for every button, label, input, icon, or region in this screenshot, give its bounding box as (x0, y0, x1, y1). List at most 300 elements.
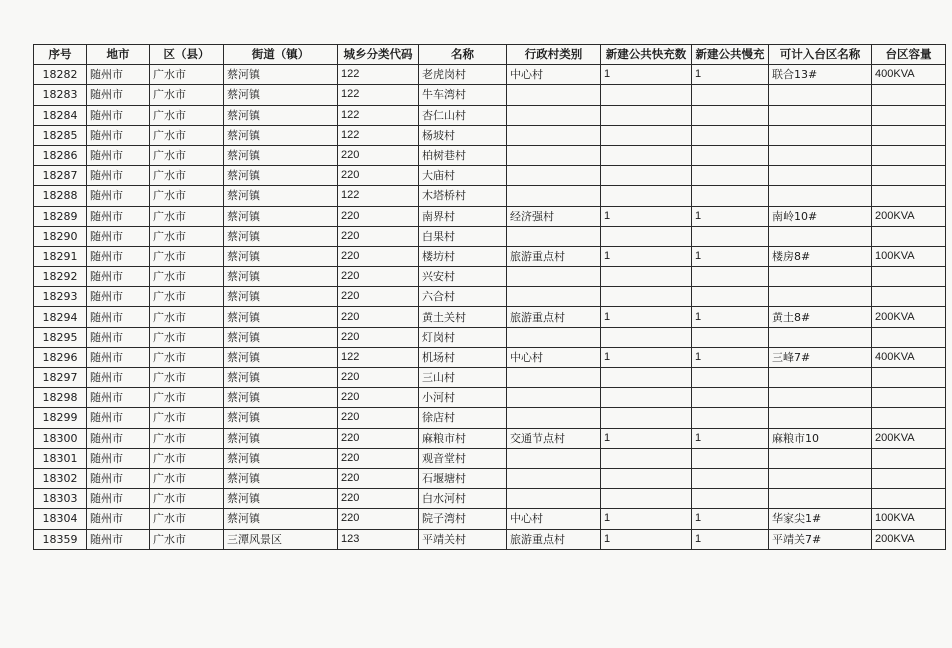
village-name-cell: 院子湾村 (419, 509, 507, 529)
slow-charger-cell (692, 267, 769, 287)
city-cell: 随州市 (87, 468, 150, 488)
county-cell: 广水市 (150, 489, 224, 509)
table-row (34, 206, 946, 226)
city-cell: 随州市 (87, 327, 150, 347)
city-cell: 随州市 (87, 226, 150, 246)
town-cell: 蔡河镇 (224, 105, 338, 125)
county-cell: 广水市 (150, 267, 224, 287)
village-name-cell: 平靖关村 (419, 529, 507, 549)
town-cell: 蔡河镇 (224, 388, 338, 408)
code-cell: 220 (338, 246, 419, 266)
county-cell: 广水市 (150, 448, 224, 468)
fast-charger-cell: 1 (601, 428, 692, 448)
serial-cell: 18284 (34, 105, 87, 125)
village-name-cell: 徐店村 (419, 408, 507, 428)
fast-charger-cell (601, 448, 692, 468)
capacity-cell: 200KVA (872, 529, 946, 549)
fast-charger-cell: 1 (601, 65, 692, 85)
fast-charger-cell: 1 (601, 347, 692, 367)
capacity-cell (872, 125, 946, 145)
table-row (34, 267, 946, 287)
station-name-cell (769, 105, 872, 125)
table-row (34, 105, 946, 125)
city-cell: 随州市 (87, 65, 150, 85)
station-name-cell (769, 186, 872, 206)
fast-charger-cell (601, 105, 692, 125)
county-cell: 广水市 (150, 125, 224, 145)
header-slow-charger: 新建公共慢充 (692, 45, 769, 65)
table-row (34, 347, 946, 367)
city-cell: 随州市 (87, 408, 150, 428)
code-cell: 122 (338, 347, 419, 367)
city-cell: 随州市 (87, 85, 150, 105)
table-header-row (34, 45, 946, 65)
fast-charger-cell (601, 489, 692, 509)
fast-charger-cell: 1 (601, 307, 692, 327)
fast-charger-cell: 1 (601, 529, 692, 549)
village-name-cell: 大庙村 (419, 166, 507, 186)
capacity-cell (872, 105, 946, 125)
city-cell: 随州市 (87, 287, 150, 307)
county-cell: 广水市 (150, 65, 224, 85)
capacity-cell: 100KVA (872, 509, 946, 529)
header-fast-charger: 新建公共快充数 (601, 45, 692, 65)
village-type-cell: 经济强村 (507, 206, 601, 226)
station-name-cell: 华家尖1# (769, 509, 872, 529)
village-name-cell: 木塔桥村 (419, 186, 507, 206)
village-type-cell: 旅游重点村 (507, 529, 601, 549)
serial-cell: 18289 (34, 206, 87, 226)
station-name-cell (769, 226, 872, 246)
town-cell: 蔡河镇 (224, 206, 338, 226)
serial-cell: 18283 (34, 85, 87, 105)
county-cell: 广水市 (150, 388, 224, 408)
station-name-cell (769, 145, 872, 165)
county-cell: 广水市 (150, 307, 224, 327)
slow-charger-cell (692, 226, 769, 246)
village-name-cell: 麻粮市村 (419, 428, 507, 448)
town-cell: 蔡河镇 (224, 408, 338, 428)
village-type-cell (507, 368, 601, 388)
fast-charger-cell: 1 (601, 246, 692, 266)
code-cell: 220 (338, 368, 419, 388)
village-type-cell (507, 166, 601, 186)
header-station-name: 可计入台区名称 (769, 45, 872, 65)
serial-cell: 18298 (34, 388, 87, 408)
village-name-cell: 柏树巷村 (419, 145, 507, 165)
table-row (34, 489, 946, 509)
code-cell: 122 (338, 186, 419, 206)
town-cell: 蔡河镇 (224, 226, 338, 246)
village-type-cell (507, 327, 601, 347)
town-cell: 蔡河镇 (224, 509, 338, 529)
capacity-cell: 200KVA (872, 206, 946, 226)
code-cell: 123 (338, 529, 419, 549)
charging-table (33, 44, 946, 550)
county-cell: 广水市 (150, 408, 224, 428)
code-cell: 122 (338, 125, 419, 145)
capacity-cell (872, 85, 946, 105)
village-name-cell: 白水河村 (419, 489, 507, 509)
city-cell: 随州市 (87, 267, 150, 287)
fast-charger-cell (601, 267, 692, 287)
slow-charger-cell: 1 (692, 347, 769, 367)
code-cell: 220 (338, 327, 419, 347)
capacity-cell: 400KVA (872, 347, 946, 367)
fast-charger-cell (601, 145, 692, 165)
header-code: 城乡分类代码 (338, 45, 419, 65)
town-cell: 三潭风景区 (224, 529, 338, 549)
table-row (34, 327, 946, 347)
header-capacity: 台区容量 (872, 45, 946, 65)
table-row (34, 287, 946, 307)
village-type-cell (507, 105, 601, 125)
town-cell: 蔡河镇 (224, 166, 338, 186)
county-cell: 广水市 (150, 529, 224, 549)
village-name-cell: 杏仁山村 (419, 105, 507, 125)
village-type-cell (507, 267, 601, 287)
serial-cell: 18286 (34, 145, 87, 165)
slow-charger-cell: 1 (692, 206, 769, 226)
town-cell: 蔡河镇 (224, 307, 338, 327)
slow-charger-cell (692, 368, 769, 388)
table-row (34, 368, 946, 388)
table-row (34, 468, 946, 488)
slow-charger-cell: 1 (692, 509, 769, 529)
village-type-cell (507, 145, 601, 165)
station-name-cell: 三峰7# (769, 347, 872, 367)
table-row (34, 448, 946, 468)
header-name: 名称 (419, 45, 507, 65)
village-name-cell: 石堰塘村 (419, 468, 507, 488)
slow-charger-cell (692, 287, 769, 307)
table-row (34, 166, 946, 186)
city-cell: 随州市 (87, 529, 150, 549)
village-type-cell (507, 226, 601, 246)
city-cell: 随州市 (87, 105, 150, 125)
capacity-cell: 200KVA (872, 307, 946, 327)
serial-cell: 18303 (34, 489, 87, 509)
village-name-cell: 兴安村 (419, 267, 507, 287)
village-name-cell: 老虎岗村 (419, 65, 507, 85)
village-type-cell (507, 388, 601, 408)
town-cell: 蔡河镇 (224, 186, 338, 206)
code-cell: 220 (338, 509, 419, 529)
serial-cell: 18299 (34, 408, 87, 428)
station-name-cell (769, 85, 872, 105)
village-name-cell: 楼坊村 (419, 246, 507, 266)
slow-charger-cell (692, 186, 769, 206)
town-cell: 蔡河镇 (224, 125, 338, 145)
slow-charger-cell (692, 145, 769, 165)
village-name-cell: 灯岗村 (419, 327, 507, 347)
table-row (34, 307, 946, 327)
station-name-cell: 楼房8# (769, 246, 872, 266)
capacity-cell (872, 287, 946, 307)
capacity-cell: 200KVA (872, 428, 946, 448)
county-cell: 广水市 (150, 327, 224, 347)
city-cell: 随州市 (87, 388, 150, 408)
code-cell: 220 (338, 267, 419, 287)
code-cell: 220 (338, 448, 419, 468)
serial-cell: 18300 (34, 428, 87, 448)
village-name-cell: 机场村 (419, 347, 507, 367)
village-type-cell: 旅游重点村 (507, 246, 601, 266)
capacity-cell: 400KVA (872, 65, 946, 85)
county-cell: 广水市 (150, 509, 224, 529)
village-name-cell: 杨坡村 (419, 125, 507, 145)
fast-charger-cell (601, 85, 692, 105)
code-cell: 220 (338, 206, 419, 226)
station-name-cell (769, 408, 872, 428)
fast-charger-cell: 1 (601, 206, 692, 226)
slow-charger-cell: 1 (692, 428, 769, 448)
code-cell: 122 (338, 65, 419, 85)
slow-charger-cell (692, 85, 769, 105)
capacity-cell (872, 145, 946, 165)
town-cell: 蔡河镇 (224, 85, 338, 105)
slow-charger-cell (692, 388, 769, 408)
village-type-cell (507, 186, 601, 206)
city-cell: 随州市 (87, 125, 150, 145)
station-name-cell (769, 125, 872, 145)
serial-cell: 18301 (34, 448, 87, 468)
fast-charger-cell (601, 408, 692, 428)
station-name-cell (769, 468, 872, 488)
village-name-cell: 牛车湾村 (419, 85, 507, 105)
code-cell: 220 (338, 307, 419, 327)
county-cell: 广水市 (150, 186, 224, 206)
serial-cell: 18295 (34, 327, 87, 347)
village-type-cell (507, 287, 601, 307)
village-type-cell (507, 468, 601, 488)
table-row (34, 125, 946, 145)
slow-charger-cell: 1 (692, 307, 769, 327)
station-name-cell (769, 388, 872, 408)
capacity-cell (872, 468, 946, 488)
table-row (34, 186, 946, 206)
village-type-cell: 中心村 (507, 65, 601, 85)
fast-charger-cell (601, 368, 692, 388)
county-cell: 广水市 (150, 347, 224, 367)
city-cell: 随州市 (87, 186, 150, 206)
county-cell: 广水市 (150, 428, 224, 448)
header-town: 街道（镇） (224, 45, 338, 65)
fast-charger-cell (601, 166, 692, 186)
table-row (34, 509, 946, 529)
station-name-cell (769, 489, 872, 509)
county-cell: 广水市 (150, 287, 224, 307)
capacity-cell (872, 448, 946, 468)
serial-cell: 18292 (34, 267, 87, 287)
fast-charger-cell: 1 (601, 509, 692, 529)
slow-charger-cell (692, 105, 769, 125)
village-type-cell: 交通节点村 (507, 428, 601, 448)
county-cell: 广水市 (150, 368, 224, 388)
table-row (34, 85, 946, 105)
serial-cell: 18304 (34, 509, 87, 529)
town-cell: 蔡河镇 (224, 145, 338, 165)
code-cell: 220 (338, 489, 419, 509)
town-cell: 蔡河镇 (224, 327, 338, 347)
table-row (34, 529, 946, 549)
station-name-cell: 平靖关7# (769, 529, 872, 549)
slow-charger-cell: 1 (692, 246, 769, 266)
serial-cell: 18359 (34, 529, 87, 549)
table-row (34, 145, 946, 165)
table-body (34, 65, 946, 550)
code-cell: 220 (338, 408, 419, 428)
serial-cell: 18296 (34, 347, 87, 367)
header-serial: 序号 (34, 45, 87, 65)
header-city: 地市 (87, 45, 150, 65)
city-cell: 随州市 (87, 448, 150, 468)
town-cell: 蔡河镇 (224, 287, 338, 307)
serial-cell: 18294 (34, 307, 87, 327)
capacity-cell (872, 489, 946, 509)
slow-charger-cell (692, 166, 769, 186)
table-row (34, 65, 946, 85)
serial-cell: 18290 (34, 226, 87, 246)
serial-cell: 18282 (34, 65, 87, 85)
city-cell: 随州市 (87, 246, 150, 266)
town-cell: 蔡河镇 (224, 489, 338, 509)
capacity-cell (872, 388, 946, 408)
table-row (34, 408, 946, 428)
serial-cell: 18297 (34, 368, 87, 388)
capacity-cell (872, 408, 946, 428)
county-cell: 广水市 (150, 85, 224, 105)
city-cell: 随州市 (87, 509, 150, 529)
city-cell: 随州市 (87, 347, 150, 367)
town-cell: 蔡河镇 (224, 267, 338, 287)
capacity-cell: 100KVA (872, 246, 946, 266)
village-name-cell: 黄土关村 (419, 307, 507, 327)
town-cell: 蔡河镇 (224, 428, 338, 448)
county-cell: 广水市 (150, 246, 224, 266)
slow-charger-cell (692, 468, 769, 488)
serial-cell: 18302 (34, 468, 87, 488)
serial-cell: 18291 (34, 246, 87, 266)
code-cell: 122 (338, 85, 419, 105)
station-name-cell (769, 267, 872, 287)
table-row (34, 246, 946, 266)
code-cell: 220 (338, 428, 419, 448)
capacity-cell (872, 327, 946, 347)
slow-charger-cell (692, 448, 769, 468)
fast-charger-cell (601, 186, 692, 206)
slow-charger-cell (692, 489, 769, 509)
code-cell: 220 (338, 468, 419, 488)
slow-charger-cell (692, 125, 769, 145)
city-cell: 随州市 (87, 368, 150, 388)
code-cell: 220 (338, 226, 419, 246)
code-cell: 220 (338, 166, 419, 186)
slow-charger-cell: 1 (692, 529, 769, 549)
serial-cell: 18287 (34, 166, 87, 186)
village-name-cell: 白果村 (419, 226, 507, 246)
capacity-cell (872, 186, 946, 206)
county-cell: 广水市 (150, 206, 224, 226)
town-cell: 蔡河镇 (224, 468, 338, 488)
city-cell: 随州市 (87, 145, 150, 165)
village-name-cell: 三山村 (419, 368, 507, 388)
station-name-cell: 麻粮市10 (769, 428, 872, 448)
city-cell: 随州市 (87, 166, 150, 186)
table-row (34, 388, 946, 408)
table-row (34, 226, 946, 246)
county-cell: 广水市 (150, 226, 224, 246)
village-type-cell (507, 408, 601, 428)
code-cell: 220 (338, 145, 419, 165)
serial-cell: 18285 (34, 125, 87, 145)
village-name-cell: 小河村 (419, 388, 507, 408)
village-type-cell (507, 85, 601, 105)
station-name-cell (769, 368, 872, 388)
county-cell: 广水市 (150, 166, 224, 186)
village-type-cell: 旅游重点村 (507, 307, 601, 327)
town-cell: 蔡河镇 (224, 65, 338, 85)
slow-charger-cell (692, 327, 769, 347)
capacity-cell (872, 368, 946, 388)
village-type-cell: 中心村 (507, 347, 601, 367)
station-name-cell (769, 287, 872, 307)
station-name-cell: 黄土8# (769, 307, 872, 327)
city-cell: 随州市 (87, 206, 150, 226)
station-name-cell (769, 166, 872, 186)
village-type-cell: 中心村 (507, 509, 601, 529)
capacity-cell (872, 267, 946, 287)
serial-cell: 18288 (34, 186, 87, 206)
capacity-cell (872, 166, 946, 186)
fast-charger-cell (601, 287, 692, 307)
town-cell: 蔡河镇 (224, 448, 338, 468)
fast-charger-cell (601, 226, 692, 246)
blank-margin (0, 580, 952, 648)
station-name-cell: 南岭10# (769, 206, 872, 226)
station-name-cell: 联合13# (769, 65, 872, 85)
fast-charger-cell (601, 327, 692, 347)
fast-charger-cell (601, 468, 692, 488)
village-name-cell: 六合村 (419, 287, 507, 307)
village-name-cell: 南界村 (419, 206, 507, 226)
table-row (34, 428, 946, 448)
capacity-cell (872, 226, 946, 246)
village-type-cell (507, 448, 601, 468)
code-cell: 220 (338, 287, 419, 307)
village-type-cell (507, 125, 601, 145)
county-cell: 广水市 (150, 468, 224, 488)
town-cell: 蔡河镇 (224, 347, 338, 367)
fast-charger-cell (601, 388, 692, 408)
serial-cell: 18293 (34, 287, 87, 307)
header-county: 区（县） (150, 45, 224, 65)
station-name-cell (769, 327, 872, 347)
town-cell: 蔡河镇 (224, 368, 338, 388)
town-cell: 蔡河镇 (224, 246, 338, 266)
header-village-type: 行政村类别 (507, 45, 601, 65)
village-type-cell (507, 489, 601, 509)
county-cell: 广水市 (150, 105, 224, 125)
city-cell: 随州市 (87, 428, 150, 448)
code-cell: 122 (338, 105, 419, 125)
fast-charger-cell (601, 125, 692, 145)
county-cell: 广水市 (150, 145, 224, 165)
station-name-cell (769, 448, 872, 468)
village-name-cell: 观音堂村 (419, 448, 507, 468)
city-cell: 随州市 (87, 489, 150, 509)
city-cell: 随州市 (87, 307, 150, 327)
